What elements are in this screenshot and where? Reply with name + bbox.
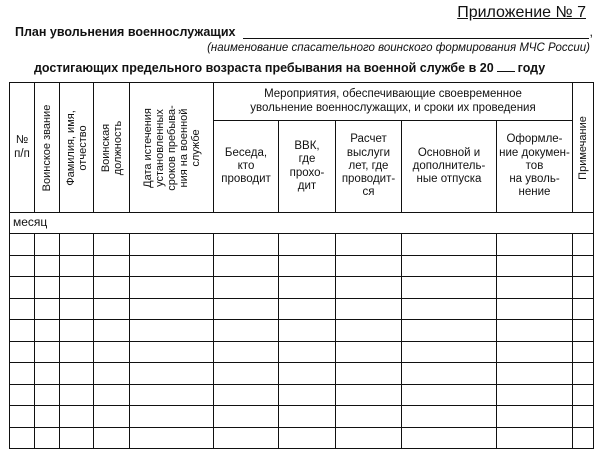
table-cell[interactable]	[35, 277, 60, 299]
table-cell[interactable]	[10, 320, 35, 342]
table-cell[interactable]	[60, 255, 94, 277]
title-blank-line[interactable]	[243, 26, 588, 39]
table-cell[interactable]	[94, 363, 130, 385]
table-row	[10, 427, 594, 449]
col-header-note: Примечание	[573, 83, 594, 213]
table-cell[interactable]	[402, 384, 497, 406]
col-header-documents: Оформле- ние докумен- тов на уволь- нение	[497, 121, 573, 213]
table-cell[interactable]	[402, 298, 497, 320]
table-cell[interactable]	[497, 341, 573, 363]
col-header-talk: Беседа, кто проводит	[214, 121, 279, 213]
table-cell[interactable]	[402, 427, 497, 449]
empty-rows-body	[10, 234, 594, 449]
table-cell[interactable]	[336, 341, 402, 363]
table-cell[interactable]	[35, 255, 60, 277]
table-cell[interactable]	[573, 234, 594, 256]
table-cell[interactable]	[130, 320, 214, 342]
table-cell[interactable]	[10, 298, 35, 320]
table-cell[interactable]	[60, 234, 94, 256]
table-cell[interactable]	[402, 406, 497, 428]
table-cell[interactable]	[279, 406, 336, 428]
table-cell[interactable]	[573, 427, 594, 449]
table-cell[interactable]	[130, 298, 214, 320]
table-cell[interactable]	[35, 341, 60, 363]
col-header-measures: Мероприятия, обеспечивающие своевременное увольнение военнослужащих, и сроки их проведения	[214, 83, 573, 121]
table-cell[interactable]	[60, 427, 94, 449]
table-cell[interactable]	[35, 406, 60, 428]
table-cell[interactable]	[402, 320, 497, 342]
table-cell[interactable]	[94, 255, 130, 277]
table-cell[interactable]	[402, 341, 497, 363]
table-cell[interactable]	[336, 384, 402, 406]
table-cell[interactable]	[94, 384, 130, 406]
table-cell[interactable]	[214, 363, 279, 385]
table-row	[10, 255, 594, 277]
form-title: План увольнения военнослужащих	[15, 25, 236, 39]
table-cell[interactable]	[214, 341, 279, 363]
table-cell[interactable]	[573, 363, 594, 385]
table-cell[interactable]	[130, 384, 214, 406]
table-cell[interactable]	[214, 298, 279, 320]
table-cell[interactable]	[336, 298, 402, 320]
table-cell[interactable]	[94, 277, 130, 299]
table-row	[10, 406, 594, 428]
table-cell[interactable]	[336, 363, 402, 385]
col-header-vvk: ВВК, где прохо- дит	[279, 121, 336, 213]
table-cell[interactable]	[336, 406, 402, 428]
year-blank[interactable]	[497, 61, 515, 72]
table-cell[interactable]	[35, 363, 60, 385]
col-header-position: Воинская должность	[94, 83, 130, 213]
table-row	[10, 277, 594, 299]
table-cell[interactable]	[573, 320, 594, 342]
table-cell[interactable]	[279, 384, 336, 406]
table-cell[interactable]	[94, 406, 130, 428]
table-cell[interactable]	[130, 406, 214, 428]
form-subtitle: (наименование спасательного воинского формирования МЧС России)	[207, 42, 590, 54]
table-cell[interactable]	[497, 234, 573, 256]
table-cell[interactable]	[60, 406, 94, 428]
table-cell[interactable]	[279, 363, 336, 385]
table-cell[interactable]	[336, 320, 402, 342]
table-cell[interactable]	[60, 320, 94, 342]
table-cell[interactable]	[10, 234, 35, 256]
table-cell[interactable]	[336, 255, 402, 277]
table-cell[interactable]	[573, 406, 594, 428]
table-cell[interactable]	[35, 384, 60, 406]
form-title-line: План увольнения военнослужащих ,	[15, 25, 593, 39]
table-cell[interactable]	[279, 320, 336, 342]
table-cell[interactable]	[214, 277, 279, 299]
table-cell[interactable]	[130, 363, 214, 385]
table-cell[interactable]	[10, 341, 35, 363]
table-row	[10, 363, 594, 385]
table-row	[10, 320, 594, 342]
table-cell[interactable]	[336, 277, 402, 299]
table-cell[interactable]	[279, 427, 336, 449]
table-cell[interactable]	[497, 320, 573, 342]
col-header-leave: Основной и дополнитель- ные отпуска	[402, 121, 497, 213]
table-cell[interactable]	[497, 255, 573, 277]
table-cell[interactable]	[402, 255, 497, 277]
table-cell[interactable]	[10, 427, 35, 449]
table-cell[interactable]	[35, 320, 60, 342]
table-cell[interactable]	[279, 234, 336, 256]
table-cell[interactable]	[402, 363, 497, 385]
table-cell[interactable]	[497, 427, 573, 449]
table-cell[interactable]	[497, 406, 573, 428]
table-row	[10, 384, 594, 406]
table-cell[interactable]	[35, 234, 60, 256]
table-cell[interactable]	[279, 277, 336, 299]
col-header-name: Фамилия, имя, отчество	[60, 83, 94, 213]
table-cell[interactable]	[573, 384, 594, 406]
table-cell[interactable]	[336, 427, 402, 449]
table-cell[interactable]	[402, 277, 497, 299]
col-header-service-expiry: Дата истечения установленных сроков пребыва- ния на военной службе	[130, 83, 214, 213]
table-cell[interactable]	[10, 363, 35, 385]
table-cell[interactable]	[497, 363, 573, 385]
table-cell[interactable]	[279, 298, 336, 320]
table-cell[interactable]	[497, 277, 573, 299]
table-cell[interactable]	[402, 234, 497, 256]
table-cell[interactable]	[10, 255, 35, 277]
col-header-rank: Воинское звание	[35, 83, 60, 213]
table-cell[interactable]	[336, 234, 402, 256]
table-cell[interactable]	[130, 277, 214, 299]
table-cell[interactable]	[60, 363, 94, 385]
table-cell[interactable]	[10, 384, 35, 406]
table-row	[10, 341, 594, 363]
appendix-label: Приложение № 7	[457, 4, 586, 21]
dismissal-plan-table	[9, 82, 594, 449]
table-cell[interactable]	[214, 384, 279, 406]
table-cell[interactable]	[279, 341, 336, 363]
table-cell[interactable]	[130, 255, 214, 277]
table-cell[interactable]	[573, 298, 594, 320]
table-cell[interactable]	[497, 298, 573, 320]
table-cell[interactable]	[94, 341, 130, 363]
form-title-continuation: достигающих предельного возраста пребывания на военной службе в 20 году	[34, 61, 546, 75]
table-cell[interactable]	[497, 384, 573, 406]
table-cell[interactable]	[214, 320, 279, 342]
table-cell[interactable]	[60, 384, 94, 406]
col-header-service-years: Расчет выслуги лет, где проводит- ся	[336, 121, 402, 213]
month-label: месяц	[13, 215, 48, 230]
table-cell[interactable]	[94, 234, 130, 256]
month-row	[10, 213, 594, 234]
table-cell[interactable]	[214, 255, 279, 277]
table-cell[interactable]	[573, 277, 594, 299]
table-cell[interactable]	[94, 298, 130, 320]
table-cell[interactable]	[60, 341, 94, 363]
table-cell[interactable]	[10, 277, 35, 299]
table-cell[interactable]	[214, 234, 279, 256]
table-cell[interactable]	[214, 406, 279, 428]
table-cell[interactable]	[60, 277, 94, 299]
table-cell[interactable]	[130, 234, 214, 256]
table-cell[interactable]	[94, 320, 130, 342]
table-row	[10, 234, 594, 256]
table-cell[interactable]	[130, 427, 214, 449]
table-cell[interactable]	[573, 341, 594, 363]
col-header-number: № п/п	[10, 83, 35, 213]
table-cell[interactable]	[279, 255, 336, 277]
table-cell[interactable]	[130, 341, 214, 363]
table-row	[10, 298, 594, 320]
table-cell[interactable]	[35, 427, 60, 449]
table-cell[interactable]	[35, 298, 60, 320]
table-cell[interactable]	[10, 406, 35, 428]
table-cell[interactable]	[94, 427, 130, 449]
table-cell[interactable]	[60, 298, 94, 320]
table-cell[interactable]	[573, 255, 594, 277]
table-cell[interactable]	[214, 427, 279, 449]
